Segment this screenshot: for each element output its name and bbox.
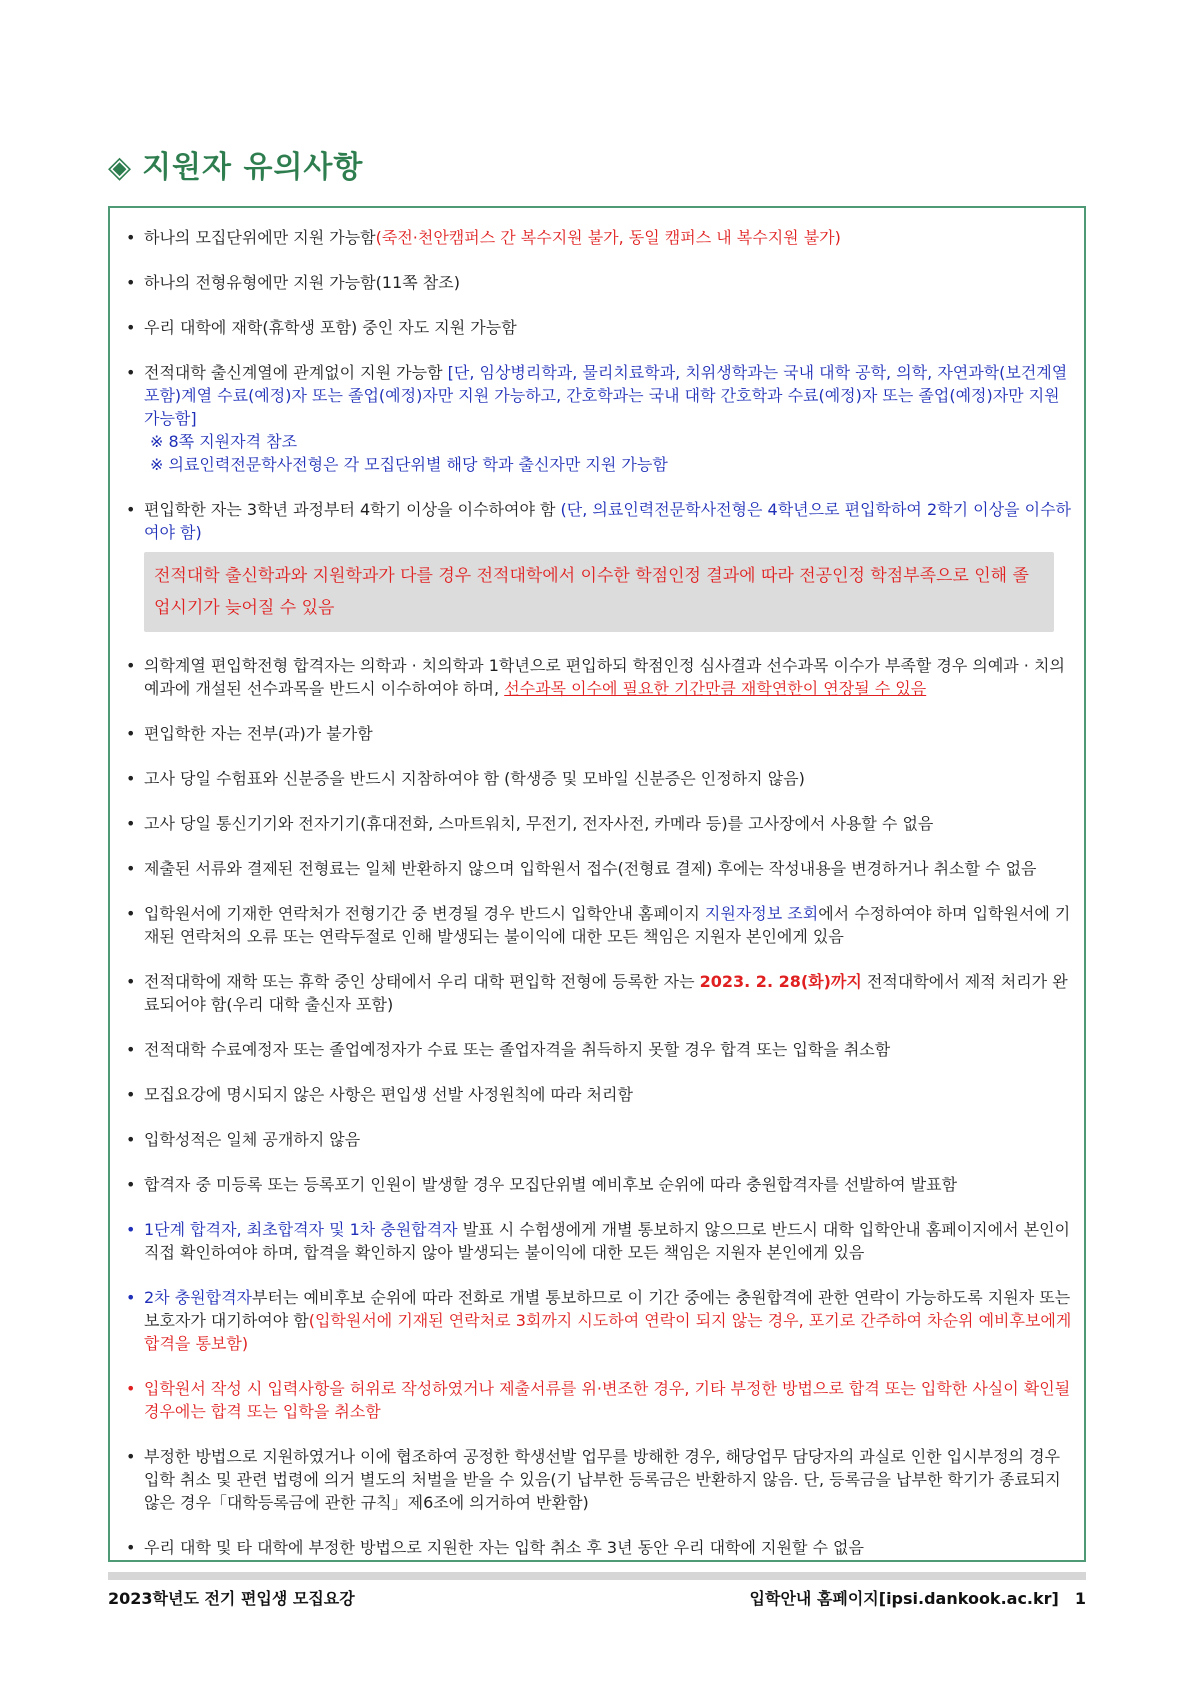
list-item [124, 902, 1072, 948]
note-text: 하나의 모집단위에만 지원 가능함 [144, 228, 376, 247]
bullet-icon: • [126, 500, 136, 519]
footer-divider [108, 1572, 1086, 1580]
page-title-text: 지원자 유의사항 [142, 150, 364, 185]
bullet-icon: • [126, 1130, 136, 1149]
bullet-icon: • [126, 1447, 136, 1466]
bullet-icon: • [126, 656, 136, 675]
list-item [124, 1218, 1072, 1264]
list-item [124, 226, 1072, 249]
list-item [124, 1286, 1072, 1355]
bullet-icon: • [126, 363, 136, 382]
list-item [124, 1083, 1072, 1106]
note-text: 제출된 서류와 결제된 전형료는 일체 반환하지 않으며 입학원서 접수(전형료 결제) 후에는 작성내용을 변경하거나 취소할 수 없음 [144, 859, 1037, 878]
deadline-date: 2023. 2. 28(화)까지 [699, 972, 862, 991]
note-text: 입학원서에 기재한 연락처가 전형기간 중 변경될 경우 반드시 입학안내 홈페이지 [144, 904, 705, 923]
list-item [124, 316, 1072, 339]
note-text: 하나의 전형유형에만 지원 가능함(11쪽 참조) [144, 273, 460, 292]
bullet-icon: • [126, 859, 136, 878]
diamond-icon: ◈ [108, 150, 133, 185]
list-item [124, 1038, 1072, 1061]
note-text: 고사 당일 수험표와 신분증을 반드시 지참하여야 함 (학생증 및 모바일 신분증은 인정하지 않음) [144, 769, 805, 788]
note-highlight: 입학원서 작성 시 입력사항을 허위로 작성하였거나 제출서류를 위·변조한 경우, 기타 부정한 방법으로 합격 또는 입학한 사실이 확인될 경우에는 합격 또는 입학을 취소함 [144, 1379, 1071, 1421]
note-highlight: 선수과목 이수에 필요한 기간만큼 재학연한이 연장될 수 있음 [504, 679, 927, 698]
footer-info [750, 1586, 1086, 1609]
note-text: 부터는 예비후보 순위에 따라 전화로 개별 통보하므로 이 기간 중에는 충원합격에 관한 연락이 가능하도록 지원자 또는 보호자가 대기하여야 함 [144, 1288, 1071, 1330]
notes-list [124, 226, 1072, 1581]
note-text: 전적대학에서 제적 처리가 완료되어야 함(우리 대학 출신자 포함) [144, 972, 1068, 1014]
note-text: 전적대학 수료예정자 또는 졸업예정자가 수료 또는 졸업자격을 취득하지 못할 경우 합격 또는 입학을 취소함 [144, 1040, 891, 1059]
bullet-icon: • [126, 769, 136, 788]
list-item [124, 812, 1072, 835]
note-text: 모집요강에 명시되지 않은 사항은 편입생 선발 사정원칙에 따라 처리함 [144, 1085, 633, 1104]
note-text: 의학계열 편입학전형 합격자는 의학과 · 치의학과 1학년으로 편입하되 학점인정 심사결과 선수과목 이수가 부족할 경우 의예과 · 치의예과에 개설된 선수과목을 반드시 이수하여야 하며, [144, 656, 1065, 698]
list-item [124, 1445, 1072, 1514]
list-item [124, 654, 1072, 700]
note-text: 전적대학 출신계열에 관계없이 지원 가능함 [144, 363, 448, 382]
bullet-icon: • [126, 1175, 136, 1194]
note-text: 고사 당일 통신기기와 전자기기(휴대전화, 스마트워치, 무전기, 전자사전, 카메라 등)를 고사장에서 사용할 수 없음 [144, 814, 934, 833]
bullet-icon: • [126, 1220, 136, 1239]
list-item [124, 1128, 1072, 1151]
bullet-icon: • [126, 904, 136, 923]
list-item [124, 722, 1072, 745]
bullet-icon: • [126, 1288, 136, 1307]
list-item [124, 361, 1072, 476]
page-title [108, 142, 363, 186]
bullet-icon: • [126, 1379, 136, 1398]
bullet-icon: • [126, 1538, 136, 1557]
note-text: 우리 대학에 재학(휴학생 포함) 중인 자도 지원 가능함 [144, 318, 517, 337]
note-text: 에서 수정하여야 하며 입학원서에 기재된 연락처의 오류 또는 연락두절로 인해 발생되는 불이익에 대한 모든 책임은 지원자 본인에게 있음 [144, 904, 1071, 946]
bullet-icon: • [126, 228, 136, 247]
note-highlight: 2차 충원합격자 [144, 1288, 253, 1307]
note-highlight: (입학원서에 기재된 연락처로 3회까지 시도하여 연락이 되지 않는 경우, 포기로 간주하여 차순위 예비후보에게 합격을 통보함) [144, 1311, 1072, 1353]
bullet-icon: • [126, 1085, 136, 1104]
note-text: 편입학한 자는 3학년 과정부터 4학기 이상을 이수하여야 함 [144, 500, 561, 519]
note-highlight: 1단계 합격자, 최초합격자 및 1차 충원합격자 [144, 1220, 458, 1239]
bullet-icon: • [126, 724, 136, 743]
list-item [124, 1173, 1072, 1196]
list-item [124, 970, 1072, 1016]
note-text: 전적대학에 재학 또는 휴학 중인 상태에서 우리 대학 편입학 전형에 등록한 자는 [144, 972, 700, 991]
applicant-info-link[interactable]: 지원자정보 조회 [704, 904, 819, 923]
note-text: 발표 시 수험생에게 개별 통보하지 않으므로 반드시 대학 입학안내 홈페이지에서 본인이 직접 확인하여야 하며, 합격을 확인하지 않아 발생되는 불이익에 대한 모든 책임은 지원자 본인에게 있음 [144, 1220, 1071, 1262]
bullet-icon: • [126, 1040, 136, 1059]
reference-note: ※ 의료인력전문학사전형은 각 모집단위별 해당 학과 출신자만 지원 가능함 [150, 455, 668, 474]
note-highlight: (죽전·천안캠퍼스 간 복수지원 불가, 동일 캠퍼스 내 복수지원 불가) [375, 228, 841, 247]
note-text: 부정한 방법으로 지원하였거나 이에 협조하여 공정한 학생선발 업무를 방해한 경우, 해당업무 담당자의 과실로 인한 입시부정의 경우 입학 취소 및 관련 법령에 의거 별도의 처벌을 받을 수 있음(기 납부한 등록금은 반환하지 않음. 단, 등록금을 납부한 학기가 종료되지 않은 경우「대학등록금에 관한 규칙」제6조에 의거하여 반환함) [144, 1447, 1061, 1512]
list-item [124, 857, 1072, 880]
warning-box: 전적대학 출신학과와 지원학과가 다를 경우 전적대학에서 이수한 학점인정 결과에 따라 전공인정 학점부족으로 인해 졸업시기가 늦어질 수 있음 [144, 552, 1054, 632]
list-item [124, 767, 1072, 790]
note-highlight: (단, 의료인력전문학사전형은 4학년으로 편입학하여 2학기 이상을 이수하여야 함) [144, 500, 1071, 542]
homepage-link[interactable]: 입학안내 홈페이지[ipsi.dankook.ac.kr] [749, 1589, 1059, 1608]
bullet-icon: • [126, 972, 136, 991]
note-highlight: [단, 임상병리학과, 물리치료학과, 치위생학과는 국내 대학 공학, 의학, 자연과학(보건계열 포함)계열 수료(예정)자 또는 졸업(예정)자만 지원 가능하고, 간호학과는 국내 대학 간호학과 수료(예정)자 또는 졸업(예정)자만 지원 가능함] [144, 363, 1068, 428]
note-text: 편입학한 자는 전부(과)가 불가함 [144, 724, 373, 743]
note-text: 합격자 중 미등록 또는 등록포기 인원이 발생할 경우 모집단위별 예비후보 순위에 따라 충원합격자를 선발하여 발표함 [144, 1175, 958, 1194]
list-item [124, 1377, 1072, 1423]
bullet-icon: • [126, 318, 136, 337]
list-item [124, 1536, 1072, 1559]
note-text: 우리 대학 및 타 대학에 부정한 방법으로 지원한 자는 입학 취소 후 3년 동안 우리 대학에 지원할 수 없음 [144, 1538, 864, 1557]
note-text: 입학성적은 일체 공개하지 않음 [144, 1130, 361, 1149]
footer-document-title: 2023학년도 전기 편입생 모집요강 [108, 1589, 355, 1608]
bullet-icon: • [126, 273, 136, 292]
notes-box [108, 206, 1086, 1562]
list-item [124, 271, 1072, 294]
bullet-icon: • [126, 814, 136, 833]
page-number: 1 [1074, 1589, 1086, 1608]
reference-note: ※ 8쪽 지원자격 참조 [150, 432, 298, 451]
list-item [124, 498, 1072, 632]
